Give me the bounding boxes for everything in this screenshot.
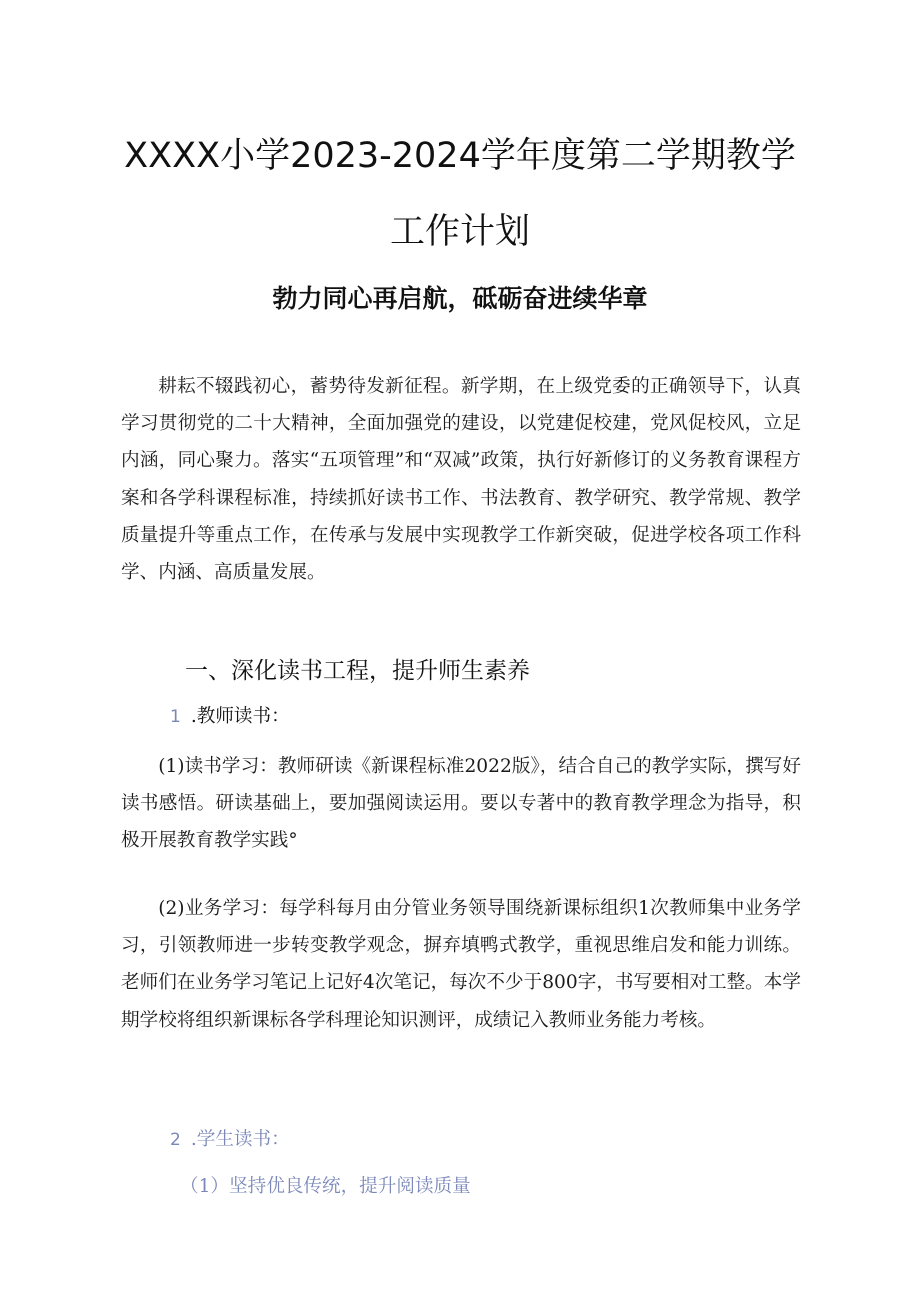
- teacher-reading-item1: (1)读书学习：教师研读《新课程标准2022版》，结合自己的教学实际，撰写好读书感悟。研读基础上，要加强阅读运用。要以专著中的教育教学理念为指导，积极开展教育教学实践°: [121, 756, 801, 852]
- subsection1-heading: [170, 702, 290, 728]
- teacher-reading-item2: (2)业务学习：每学科每月由分管业务领导围绕新课标组织1次教师集中业务学习，引领教师进一步转变教学观念，摒弃填鸭式教学，重视思维启发和能力训练。老师们在业务学习笔记上记好4次笔记，每次不少于800字，书写要相对工整。本学期学校将组织新课标各学科理论知识测评，成绩记入教师业务能力考核。: [121, 898, 801, 1031]
- subsection2-label: .学生读书：: [190, 1129, 290, 1150]
- subsection1-label: .教师读书：: [190, 706, 290, 727]
- subsection1-number: 1: [170, 707, 181, 727]
- doc-title-line2: 工作计划: [389, 212, 530, 252]
- student-reading-item1: （1）坚持优良传统，提升阅读质量: [180, 1176, 471, 1197]
- subsection2-heading: [170, 1125, 290, 1151]
- doc-subtitle: 勃力同心再启航，砥砺奋进续华章: [272, 284, 648, 313]
- doc-title-line1: XXXX小学2023-2024学年度第二学期教学: [124, 136, 796, 176]
- subsection2-number: 2: [170, 1130, 181, 1150]
- intro-paragraph: 耕耘不辍践初心，蓄势待发新征程。新学期，在上级党委的正确领导下，认真学习贯彻党的二十大精神，全面加强党的建设，以党建促校建，党风促校风，立足内涵，同心聚力。落实“五项管理”和“双减”政策，执行好新修订的义务教育课程方案和各学科课程标准，持续抓好读书工作、书法教育、教学研究、教学常规、教学质量提升等重点工作，在传承与发展中实现教学工作新突破，促进学校各项工作科学、内涵、高质量发展。: [121, 376, 801, 584]
- section1-heading: 一、深化读书工程，提升师生素养: [185, 658, 530, 684]
